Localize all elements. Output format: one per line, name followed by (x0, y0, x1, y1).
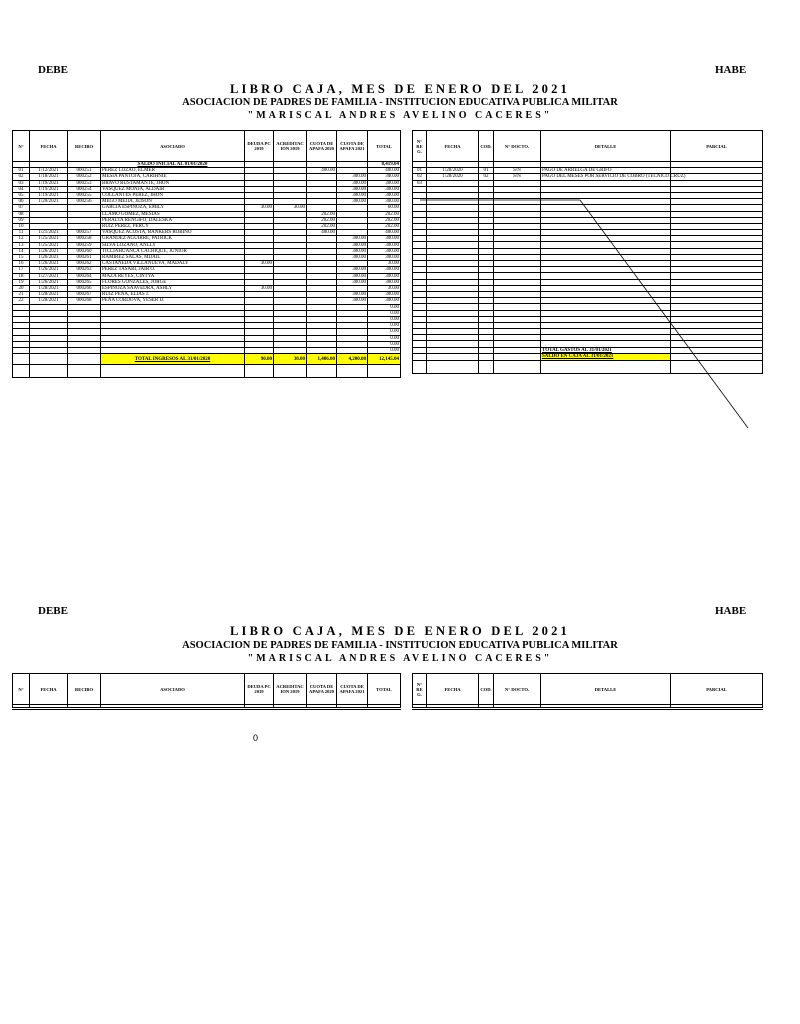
table-cell: TOTAL GASTOS AL 31/01/2021 (541, 347, 671, 353)
table-cell: FLORES GONZALES, JORGE (101, 279, 245, 285)
debe-header-8: TOTAL (368, 674, 401, 705)
table-cell: 19 (13, 279, 30, 285)
blank-row (13, 365, 401, 378)
table-cell: 09 (13, 217, 30, 223)
table-cell: 300.00 (337, 180, 368, 186)
table-cell: 202.00 (368, 224, 401, 230)
table-cell: 11 (13, 230, 30, 236)
table-cell: 1/19/2021 (30, 180, 68, 186)
table-cell: 08 (13, 211, 30, 217)
table-cell: 300.00 (337, 279, 368, 285)
debe-header-0: N° (13, 131, 30, 162)
table-cell: 000261 (68, 255, 101, 261)
debe-table (12, 130, 401, 378)
debe-header-7: CUOTA DE APAFA 2021 (337, 131, 368, 162)
table-cell (337, 365, 368, 378)
table-cell: 000267 (68, 292, 101, 298)
table-cell: 300.00 (368, 292, 401, 298)
table-cell: 30.00 (245, 286, 274, 292)
debe-label: DEBE (38, 64, 68, 76)
debe-header-6: CUOTA DE APAFA 2020 (307, 131, 337, 162)
table-cell: 300.00 (337, 292, 368, 298)
table-cell: PAGO DE ARRELGA DE GRIFO (541, 168, 671, 174)
haber-header-3: N° DOCTO. (494, 131, 541, 162)
table-cell: 300.00 (368, 255, 401, 261)
table-cell: 000257 (68, 230, 101, 236)
table-cell: 300.00 (368, 273, 401, 279)
table-cell: 300.00 (337, 273, 368, 279)
table-cell: 1/26/2021 (30, 279, 68, 285)
table-cell: 1/20/2021 (30, 199, 68, 205)
table-cell: 06 (13, 199, 30, 205)
table-cell: 30.00 (368, 261, 401, 267)
table-cell: 300.00 (368, 199, 401, 205)
table-cell: 30.00 (368, 286, 401, 292)
table-cell: 202.00 (368, 217, 401, 223)
table-cell: 16 (13, 261, 30, 267)
table-cell: MESIA PANTOJA, CARIHNIE (101, 174, 245, 180)
table-cell: 300.00 (337, 193, 368, 199)
table-cell: 8,419.04 (368, 162, 401, 168)
table-cell: 300.00 (368, 180, 401, 186)
table-cell: BRAVO BUSTAMANTE, JHON (101, 180, 245, 186)
table-cell: 000256 (68, 199, 101, 205)
table-cell: 0.00 (368, 323, 401, 329)
table-cell (245, 365, 274, 378)
debe-header-0: N° (13, 674, 30, 705)
table-cell: 1/12/2021 (30, 168, 68, 174)
header-row (13, 674, 401, 705)
table-cell: 000264 (68, 273, 101, 279)
table-cell: RUIZ PEÑA, ELIAS J. (101, 292, 245, 298)
table-cell: MAZA REYES, CINTYA (101, 273, 245, 279)
table-cell: 30.00 (245, 205, 274, 211)
table-cell: 05 (13, 193, 30, 199)
debe-header-4: DEUDA PC 2019 (245, 674, 274, 705)
table-cell: 300.00 (368, 267, 401, 273)
haber-header-1: FECHA (427, 131, 479, 162)
table-cell: 000255 (68, 193, 101, 199)
total-ingresos-row (13, 354, 401, 365)
table-cell: 300.00 (337, 267, 368, 273)
debe-header-6: CUOTA DE APAFA 2020 (307, 674, 337, 705)
table-cell: SALDO INICIAL AL 01/01/2020 (101, 162, 245, 168)
page-title: LIBRO CAJA, MES DE ENERO DEL 2021 (229, 82, 570, 96)
table-cell: SILVA LOZANO, ANLLY (101, 242, 245, 248)
table-cell: 13 (13, 242, 30, 248)
table-cell: 12,145.04 (368, 354, 401, 365)
table-cell: 02 (13, 174, 30, 180)
table-cell: 17 (13, 267, 30, 273)
table-cell: 1/26/2021 (30, 261, 68, 267)
table-cell: 90.00 (245, 354, 274, 365)
table-cell: 14 (13, 248, 30, 254)
table-cell: 000262 (68, 261, 101, 267)
table-cell: 03 (13, 180, 30, 186)
table-cell: 30.00 (245, 261, 274, 267)
table-cell: 12 (13, 236, 30, 242)
table-cell: LLAMO GOMEZ, MESIAS (101, 211, 245, 217)
table-cell: 300.00 (337, 199, 368, 205)
table-cell: 04 (13, 186, 30, 192)
table-cell: PERALTA RENGIFO, DALESKA (101, 217, 245, 223)
table-cell: 01 (13, 168, 30, 174)
table-cell: 1/26/2021 (30, 248, 68, 254)
table-cell: 300.00 (337, 255, 368, 261)
table-cell: 0.00 (368, 348, 401, 354)
table-cell: 1,406.00 (307, 354, 337, 365)
haber-header-2: COD. (479, 674, 494, 705)
table-cell: 202.00 (307, 211, 337, 217)
table-cell: CASTAÑEDA VILLANUEVA, MADALY (101, 261, 245, 267)
header-row (413, 674, 763, 705)
table-cell: 300.00 (368, 236, 401, 242)
haber-header-3: N° DOCTO. (494, 674, 541, 705)
table-cell: GRANDEZ AGUIRRE, PATRICK (101, 236, 245, 242)
debe-header-3: ASOCIADO (101, 674, 245, 705)
table-cell: 07 (13, 205, 30, 211)
table-cell: 30.00 (274, 205, 307, 211)
zero-value: 0 (253, 733, 259, 743)
page-subtitle: ASOCIACION DE PADRES DE FAMILIA - INSTITUCION EDUCATIVA PUBLICA MILITAR (182, 97, 618, 108)
header-row (413, 131, 763, 162)
table-cell (13, 365, 30, 378)
table-cell: 0.00 (368, 329, 401, 335)
table-cell: 1/28/2021 (30, 286, 68, 292)
table-cell: 18 (13, 273, 30, 279)
table-cell: 000259 (68, 242, 101, 248)
table-cell (30, 365, 68, 378)
table-cell: ESPINOZA SAAVEDRA, ASHLY (101, 286, 245, 292)
debe-header-1: FECHA (30, 674, 68, 705)
table-cell: 400.00 (307, 230, 337, 236)
debe-header-5: ACREDITAC ION 2019 (274, 674, 307, 705)
table-cell (368, 365, 401, 378)
table-cell: 1/26/2021 (30, 255, 68, 261)
table-cell: 000260 (68, 248, 101, 254)
table-cell (68, 365, 101, 378)
table-cell: 000253 (68, 180, 101, 186)
table-cell: 300.00 (337, 174, 368, 180)
table-cell (30, 354, 68, 365)
table-cell: MEGO MEJIA, JEISON (101, 199, 245, 205)
table-cell: 400.00 (368, 230, 401, 236)
table-cell: 300.00 (337, 298, 368, 304)
table-cell: 0.00 (368, 341, 401, 347)
table-cell: 10 (13, 224, 30, 230)
table-cell (307, 365, 337, 378)
table-cell: 000252 (68, 174, 101, 180)
table-cell: 300.00 (368, 298, 401, 304)
table-cell: 1/28/2020 (427, 168, 479, 174)
table-cell: 1/21/2021 (30, 230, 68, 236)
table-cell (101, 365, 245, 378)
table-cell: 300.00 (368, 186, 401, 192)
table-cell: 0.00 (368, 335, 401, 341)
table-cell: 000263 (68, 267, 101, 273)
debe-header-7: CUOTA DE APAFA 2021 (337, 674, 368, 705)
table-cell: 1/19/2021 (30, 186, 68, 192)
haber-header-4: DETALLE (541, 131, 671, 162)
table-cell: 1/25/2021 (30, 236, 68, 242)
table-cell: TOTAL INGRESOS AL 31/01/2020 (101, 354, 245, 365)
table-cell (68, 354, 101, 365)
table-cell: 000268 (68, 298, 101, 304)
debe-header-3: ASOCIADO (101, 131, 245, 162)
table-cell: COLLANTES PEREZ, JHON (101, 193, 245, 199)
table-cell: 01 (479, 168, 494, 174)
school-name-2: "MARISCAL ANDRES AVELINO CACERES" (247, 653, 553, 664)
debe-label-2: DEBE (38, 605, 68, 617)
table-cell: 1/19/2021 (30, 193, 68, 199)
table-cell: 0.00 (368, 310, 401, 316)
debe-header-4: DEUDA PC 2019 (245, 131, 274, 162)
debe-header-8: TOTAL (368, 131, 401, 162)
table-cell: 000251 (68, 168, 101, 174)
haber-header-5: PARCIAL (671, 131, 763, 162)
table-cell (13, 354, 30, 365)
table-cell: 300.00 (368, 193, 401, 199)
debe-header-1: FECHA (30, 131, 68, 162)
haber-header-0: N° RE G. (413, 674, 427, 705)
cancel-line (412, 190, 768, 440)
table-cell: S/N (494, 168, 541, 174)
table-cell: 1/18/2021 (30, 174, 68, 180)
table-cell: PEÑA CORDOVA, YESER D. (101, 298, 245, 304)
table-cell: PEREZ LOZAO, ELMER (101, 168, 245, 174)
table-cell: SALDO EN CAJA AL 31/01/2021 (541, 353, 671, 360)
table-cell: 300.00 (368, 174, 401, 180)
table-cell: 1/28/2021 (30, 298, 68, 304)
table-cell: 01 (413, 168, 427, 174)
table-cell: 1/27/2021 (30, 273, 68, 279)
table-cell: 000254 (68, 186, 101, 192)
page-title-2: LIBRO CAJA, MES DE ENERO DEL 2021 (229, 624, 570, 638)
table-cell: VASQUEZ ACOSTA, BANKERS ROBINO (101, 230, 245, 236)
debe-header-2: RECIBO (68, 131, 101, 162)
table-cell: 02 (479, 174, 494, 180)
table-cell: 03 (413, 180, 427, 186)
table-cell: RUIZ PEREZ, PERCY (101, 224, 245, 230)
table-cell: 60.00 (368, 205, 401, 211)
debe-header-5: ACREDITAC ION 2019 (274, 131, 307, 162)
table-cell: 1/28/2020 (427, 174, 479, 180)
table-cell: PEREZ TASABI, JAIR O. (101, 267, 245, 273)
table-cell: GARCIA ESPINOZA, EMILY (101, 205, 245, 211)
table-cell: TICLIAHUANCA CACHIQUE, JUNIOR (101, 248, 245, 254)
table-cell: VASQUEZ MONJA, ALDAIR (101, 186, 245, 192)
table-cell: 000266 (68, 286, 101, 292)
table-cell: 202.00 (307, 217, 337, 223)
table-cell: 4,200.00 (337, 354, 368, 365)
table-cell: 1/28/2021 (30, 292, 68, 298)
page-subtitle-2: ASOCIACION DE PADRES DE FAMILIA - INSTITUCION EDUCATIVA PUBLICA MILITAR (182, 640, 618, 651)
table-cell: 000258 (68, 236, 101, 242)
school-name: "MARISCAL ANDRES AVELINO CACERES" (247, 110, 553, 121)
haber-header-4: DETALLE (541, 674, 671, 705)
table-cell: S/N (494, 174, 541, 180)
table-cell: 202.00 (368, 211, 401, 217)
table-cell: 300.00 (368, 248, 401, 254)
table-cell: 300.00 (337, 248, 368, 254)
table-cell: 000265 (68, 279, 101, 285)
table-cell: 300.00 (368, 279, 401, 285)
debe-table-2 (12, 673, 401, 710)
table-cell: 400.00 (307, 168, 337, 174)
table-cell: 30.00 (274, 354, 307, 365)
haber-header-5: PARCIAL (671, 674, 763, 705)
table-cell: 300.00 (337, 186, 368, 192)
table-cell: RAMIREZ SALAS, MIJAIL (101, 255, 245, 261)
haber-label: HABE (715, 64, 747, 76)
haber-label-2: HABE (715, 605, 747, 617)
table-cell: 02 (413, 174, 427, 180)
debe-header-2: RECIBO (68, 674, 101, 705)
table-cell: 1/25/2021 (30, 242, 68, 248)
table-cell: 202.00 (307, 224, 337, 230)
table-cell: 400.00 (368, 168, 401, 174)
haber-table-2 (412, 673, 763, 710)
table-cell (274, 365, 307, 378)
haber-header-0: N° RE G. (413, 131, 427, 162)
table-cell: 1/26/2021 (30, 267, 68, 273)
table-cell: 20 (13, 286, 30, 292)
table-cell: 300.00 (337, 236, 368, 242)
table-cell: 0.00 (368, 317, 401, 323)
table-cell: 0.00 (368, 304, 401, 310)
haber-header-1: FECHA (427, 674, 479, 705)
table-cell: 21 (13, 292, 30, 298)
haber-header-2: COD. (479, 131, 494, 162)
table-cell: 300.00 (368, 242, 401, 248)
header-row (13, 131, 401, 162)
table-cell: PAGO DEL MESES POR SERVICIO DE COBRO (TECNICO CRUZ) (542, 174, 686, 180)
table-cell: 15 (13, 255, 30, 261)
table-cell: 22 (13, 298, 30, 304)
table-cell: 300.00 (337, 242, 368, 248)
